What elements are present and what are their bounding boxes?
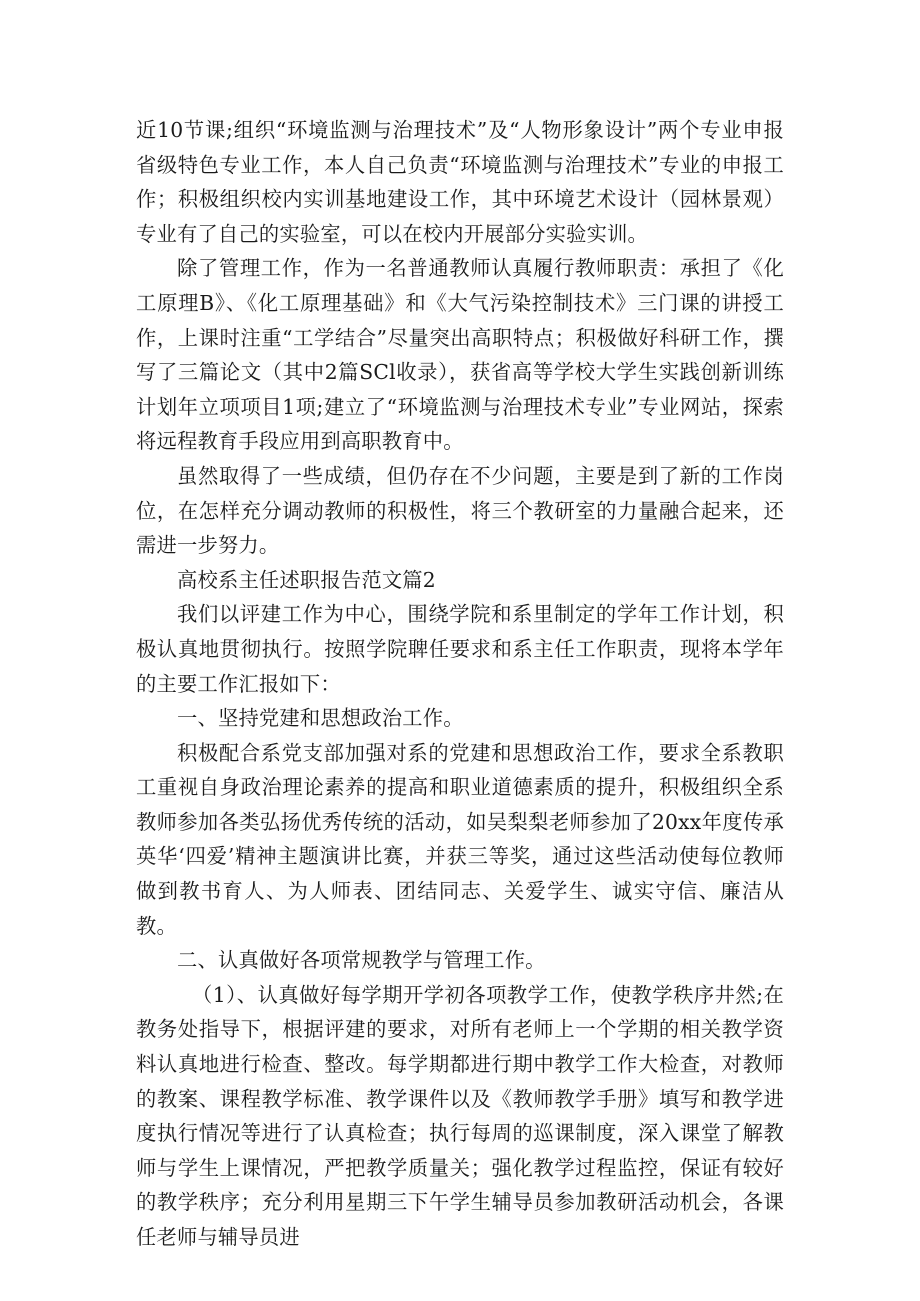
section-title: 高校系主任述职报告范文篇2 [177,567,436,592]
paragraph-1: 近10节课;组织“环境监测与治理技术”及“人物形象设计”两个专业申报省级特色专业工作，本人自己负责“环境监测与治理技术”专业的申报工作；积极组织校内实训基地建设工作，其中环境艺术设计（园林景观）专业有了自己的实验室，可以在校内开展部分实验实训。 [136,118,784,246]
paragraph-2: 除了管理工作，作为一名普通教师认真履行教师职责：承担了《化工原理B》、《化工原理基础》和《大气污染控制技术》三门课的讲授工作，上课时注重“工学结合”尽量突出高职特点；积极做好科研工作，撰写了三篇论文（其中2篇SCl收录），获省高等学校大学生实践创新训练计划年立项项目1项;建立了“环境监测与治理技术专业”专业网站，探索将远程教育手段应用到高职教育中。 [136,256,784,454]
heading-1: 一、坚持党建和思想政治工作。 [177,706,464,731]
paragraph-4: 我们以评建工作为中心，围绕学院和系里制定的学年工作计划，积极认真地贯彻执行。按照学院聛任要求和系主任工作职责，现将本学年的主要工作汇报如下： [136,602,784,696]
document-body [136,113,784,1255]
heading-2: 二、认真做好各项常规教学与管理工作。 [177,948,546,973]
paragraph-5: 积极配合系党支部加强对系的党建和思想政治工作，要求全系教职工重视自身政治理论素养的提高和职业道德素质的提升，积极组织全系教师参加各类弘扬优秀传统的活动，如吴梨梨老师参加了20xx年度传承英华‘四爱’精神主题演讲比赛，并获三等奖，通过这些活动使每位教师做到教书育人、为人师表、团结同志、关爱学生、诚实守信、廉洁从教。 [136,740,784,938]
paragraph-3: 虽然取得了一些成绩，但仍存在不少问题，主要是到了新的工作岗位，在怎样充分调动教师的积极性，将三个教研室的力量融合起来，还需进一步努力。 [136,463,784,558]
paragraph-6: （1）、认真做好每学期开学初各项教学工作，使教学秩序井然;在教务处指导下，根据评建的要求，对所有老师上一个学期的相关教学资料认真地进行检查、整改。每学期都进行期中教学工作大检查，对教师的教案、课程教学标准、教学课件以及《教师教学手册》填写和教学进度执行情况等进行了认真检查；执行每周的巡课制度，深入课堂了解教师与学生上课情况，严把教学质量关；强化教学过程监控，保证有较好的教学秩序；充分利用星期三下午学生辅导员参加教研活动机会，各课任老师与辅导员进 [136,982,784,1249]
